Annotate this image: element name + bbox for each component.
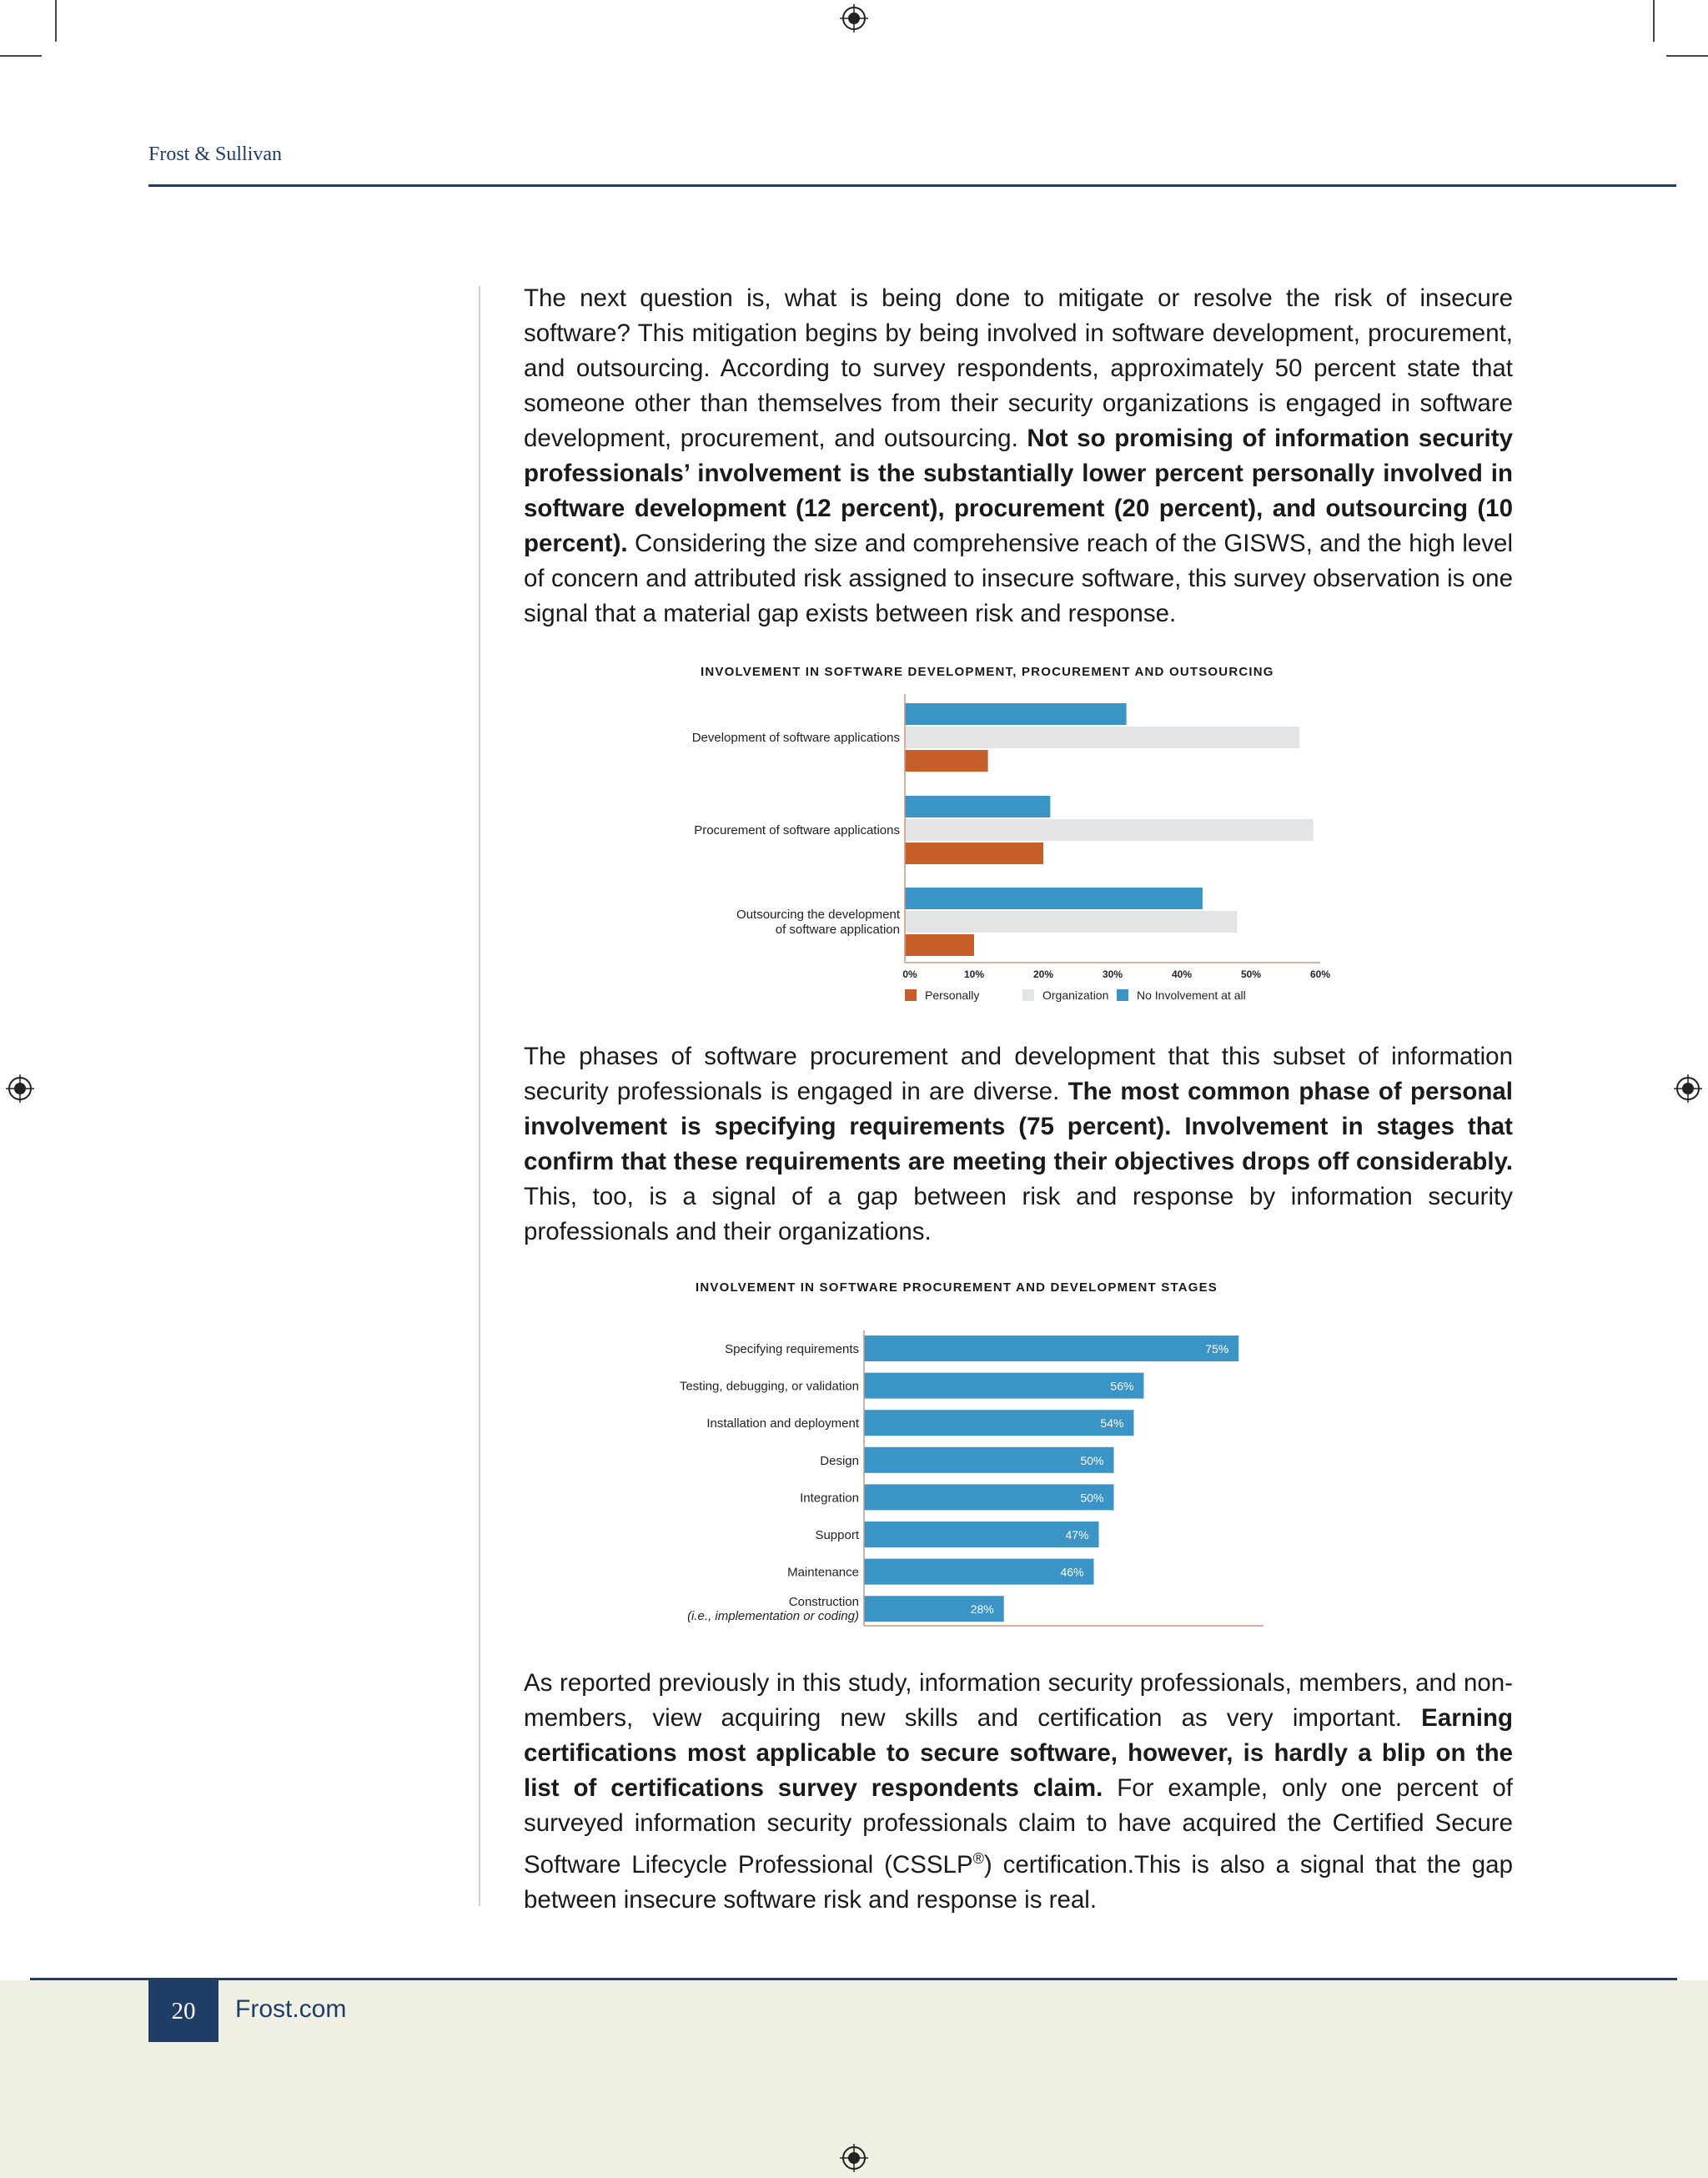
category-label: Procurement of software applications xyxy=(694,823,900,837)
bold-text-run: Earning certifications most applicable to secure software, however, is hardly a blip on the list of certifications survey respondents claim. xyxy=(524,1704,1513,1802)
data-label: 50% xyxy=(1080,1453,1104,1467)
data-label: 46% xyxy=(1060,1565,1084,1579)
margin-rule xyxy=(479,286,480,1906)
text-run: For example, only one percent of surveyed information security professionals claim to have acquired the Certified Secure Software Lifecycle Professional (CSSLP xyxy=(524,1774,1513,1879)
bar-no-involvement-at-all xyxy=(905,703,1127,725)
category-label: Installation and deployment xyxy=(706,1416,859,1431)
legend-label: No Involvement at all xyxy=(1137,988,1246,1002)
data-label: 56% xyxy=(1110,1379,1134,1393)
bar-no-involvement-at-all xyxy=(905,888,1203,909)
data-label: 28% xyxy=(970,1602,994,1617)
data-label: 47% xyxy=(1065,1528,1089,1542)
category-label: Support xyxy=(815,1528,859,1542)
header-rule xyxy=(148,184,1676,187)
bold-text-run: The most common phase of personal involvement is specifying requirements (75 percent). Involvement in stages that confirm that these requirements are meeting their objectives drops off considerably. xyxy=(524,1078,1513,1175)
crop-mark xyxy=(0,55,42,57)
category-label: Construction xyxy=(788,1595,859,1610)
bar-personally xyxy=(905,750,988,772)
text-run: The phases of software procurement and development that this subset of information security professionals is engaged in are diverse. xyxy=(524,1043,1513,1105)
bar-stage xyxy=(864,1335,1238,1361)
body-paragraph-1 xyxy=(524,281,1513,631)
text-run: This, too, is a signal of a gap between risk and response by information security professionals and their organizations. xyxy=(524,1183,1513,1245)
text-run: As reported previously in this study, information security professionals, members, and non-members, view acquiring new skills and certification as very important. xyxy=(524,1669,1513,1732)
bar-no-involvement-at-all xyxy=(905,796,1050,817)
bar-stage xyxy=(864,1559,1094,1585)
body-paragraph-2 xyxy=(524,1039,1513,1250)
legend-swatch xyxy=(905,989,917,1001)
chart-involvement-stages xyxy=(617,1318,1368,1635)
registration-mark-icon xyxy=(840,4,868,33)
data-label: 50% xyxy=(1080,1491,1104,1505)
text-run: The next question is, what is being done to mitigate or resolve the risk of insecure software? This mitigation begins by being involved in software development, procurement, and outsourcing. According to survey respondents, approximately 50 percent state that someone other than themselves from their security organizations is engaged in software development, procurement, and outsourcing. xyxy=(524,284,1513,452)
x-tick-label: 30% xyxy=(1102,968,1123,980)
category-label: Integration xyxy=(800,1491,859,1506)
bar-organization xyxy=(905,911,1237,933)
registration-mark-icon xyxy=(840,2144,868,2172)
data-label: 75% xyxy=(1205,1342,1229,1356)
category-label: Design xyxy=(820,1453,859,1468)
text-run: Considering the size and comprehensive reach of the GISWS, and the high level of concern and attributed risk assigned to insecure software, this survey observation is one signal that a material gap exists between risk and response. xyxy=(524,530,1513,627)
x-tick-label: 20% xyxy=(1032,968,1054,980)
chart-involvement-dev-proc-outsourcing xyxy=(584,684,1334,1009)
category-label: (i.e., implementation or coding) xyxy=(687,1609,859,1624)
legend-label: Organization xyxy=(1042,988,1109,1002)
crop-mark xyxy=(55,0,57,42)
chart-1-title: INVOLVEMENT IN SOFTWARE DEVELOPMENT, PROCUREMENT AND OUTSOURCING xyxy=(701,665,1274,679)
x-tick-label: 0% xyxy=(902,968,917,980)
crop-mark xyxy=(1653,0,1655,42)
bar-stage xyxy=(864,1410,1133,1436)
x-tick-label: 10% xyxy=(963,968,985,980)
x-tick-label: 40% xyxy=(1171,968,1193,980)
category-label: Development of software applications xyxy=(691,731,900,745)
legend-label: Personally xyxy=(925,988,980,1002)
bar-organization xyxy=(905,819,1314,841)
category-label: Outsourcing the development xyxy=(736,908,900,922)
body-paragraph-3 xyxy=(524,1666,1513,1918)
legend-swatch xyxy=(1117,989,1128,1001)
registration-mark-icon xyxy=(6,1074,34,1103)
footer-rule xyxy=(30,1978,1677,1980)
category-label: Maintenance xyxy=(787,1565,859,1580)
category-label: Testing, debugging, or validation xyxy=(679,1379,859,1394)
bar-stage xyxy=(864,1447,1114,1473)
category-label: of software application xyxy=(775,923,900,937)
legend-swatch xyxy=(1022,989,1034,1001)
x-tick-label: 50% xyxy=(1240,968,1262,980)
chart-2-title: INVOLVEMENT IN SOFTWARE PROCUREMENT AND DEVELOPMENT STAGES xyxy=(696,1280,1218,1295)
footer-site-link[interactable]: Frost.com xyxy=(235,1995,347,2023)
x-tick-label: 60% xyxy=(1309,968,1331,980)
bar-personally xyxy=(905,843,1043,864)
page-number: 20 xyxy=(148,1980,219,2042)
text-run: ) certification.This is also a signal that the gap between insecure software risk and response is real. xyxy=(524,1850,1513,1914)
brand-name: Frost & Sullivan xyxy=(148,143,283,165)
bar-organization xyxy=(905,727,1299,748)
bar-stage xyxy=(864,1522,1099,1547)
registration-mark-icon xyxy=(1674,1074,1702,1103)
crop-mark xyxy=(1666,55,1708,57)
bar-stage xyxy=(864,1484,1114,1510)
bar-personally xyxy=(905,934,974,956)
bold-text-run: Not so promising of information security professionals’ involvement is the substantially lower percent personally involved in software development (12 percent), procurement (20 percent), and outsourcing (10 percent). xyxy=(524,425,1513,557)
category-label: Specifying requirements xyxy=(725,1342,859,1356)
text-run: ® xyxy=(972,1850,984,1867)
bar-stage xyxy=(864,1373,1143,1399)
data-label: 54% xyxy=(1100,1416,1124,1431)
